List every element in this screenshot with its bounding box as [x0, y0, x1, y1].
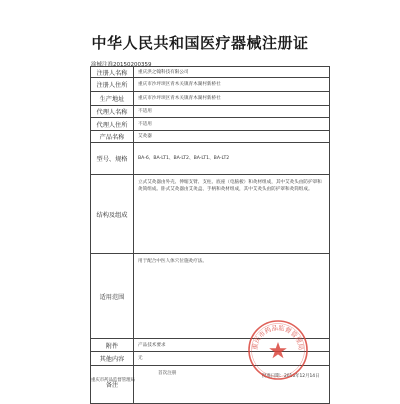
issue-date: 批准日期：2016年12月14日: [262, 374, 320, 379]
row-product-name: [91, 131, 329, 143]
production-address-value: 重庆市沙坪坝区青木关镇青木湖村新桥社: [138, 96, 221, 101]
agent-name-label: 代理人名称: [91, 106, 134, 117]
registrant-address-label: 注册人住所: [91, 78, 134, 91]
scope-label: 适用范围: [91, 254, 134, 338]
registrant-address-value: 重庆市沙坪坝区青木关镇青木湖村新桥社: [138, 82, 221, 87]
structure-value: 立式艾灸器由外壳、伸缩支臂、支柱、底座（电脑板）和灸材组成，其中艾灸头由防护罩和灸筒组成。卧式艾灸器由艾灸盒、手柄和灸材组成，其中艾灸头由防护罩和灸筒组成。: [138, 180, 322, 192]
seal-star-icon: [269, 342, 287, 358]
authority-name: 重庆市药品监督管理局: [91, 378, 135, 383]
model-spec-value: BA-6、BA-LT1、BA-LT2、BA-LT1、BA-LT2: [138, 156, 230, 161]
structure-label: 结构及组成: [91, 175, 134, 253]
agent-address-value: 不适用: [138, 121, 152, 127]
remarks-label: 备注: [91, 366, 134, 403]
row-production-address: [91, 92, 329, 106]
scope-value: 用于配合中医人体穴位施灸疗法。: [138, 259, 207, 264]
agent-address-label: 代理人住所: [91, 118, 134, 130]
registrant-name-value: 重庆洪之翰科技有限公司: [138, 69, 189, 75]
model-spec-label: 型号、规格: [91, 143, 134, 174]
other-label: 其他内容: [91, 352, 134, 365]
attachment-label: 附件: [91, 339, 134, 351]
product-name-label: 产品名称: [91, 131, 134, 142]
production-address-label: 生产地址: [91, 92, 134, 105]
row-agent-address: [91, 118, 329, 131]
remarks-text: 首次注册: [158, 371, 177, 376]
row-structure: [91, 175, 329, 254]
registrant-name-label: 注册人名称: [91, 67, 134, 77]
attachment-value: 产品技术要求: [138, 342, 166, 348]
official-seal: [246, 318, 310, 382]
registration-number: 渝械注准20150200359: [91, 62, 152, 68]
product-name-value: 艾灸器: [138, 134, 152, 139]
other-value: 无: [138, 356, 143, 361]
seal-text: 重庆市药品监督管理局: [250, 323, 306, 351]
certificate-title: 中华人民共和国医疗器械注册证: [91, 34, 309, 52]
row-agent-name: [91, 106, 329, 118]
row-registrant-name: [91, 67, 329, 78]
agent-name-value: 不适用: [138, 109, 152, 114]
row-registrant-address: [91, 78, 329, 92]
row-model-spec: [91, 143, 329, 175]
